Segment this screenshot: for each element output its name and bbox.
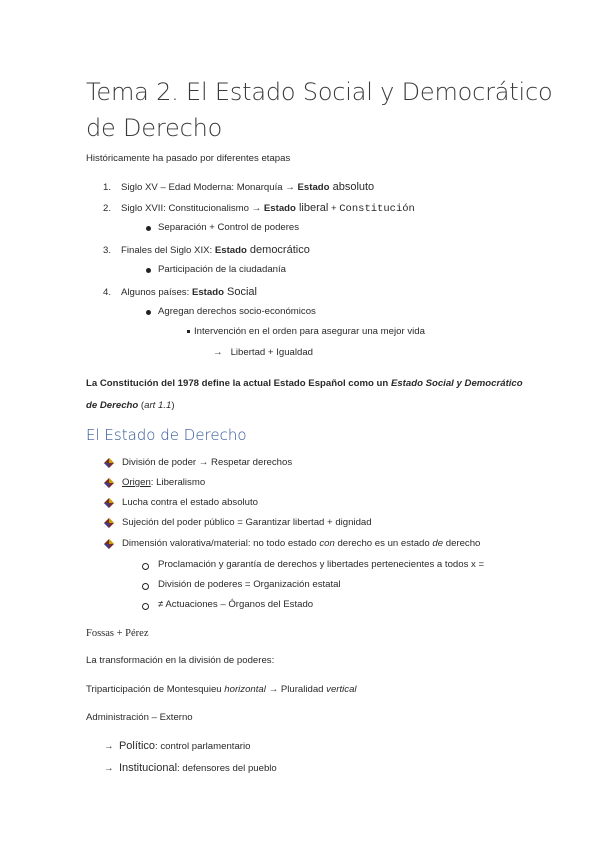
section-heading: El Estado de Derecho — [86, 426, 247, 444]
sub-item-1: Proclamación y garantía de derechos y libertades pertenecientes a todos x = — [158, 559, 485, 570]
circle-bullet-icon — [142, 563, 149, 570]
estado-item-2: Origen: Liberalismo — [122, 477, 206, 488]
estado-item-4: Sujeción del poder público = Garantizar libertad + dignidad — [122, 517, 372, 528]
sub-intervencion: Intervención en el orden para asegurar una mejor vida — [194, 326, 425, 337]
fossas-text: Fossas + Pérez — [86, 628, 149, 639]
sub-libertad-line: → Libertad + Igualdad — [213, 347, 314, 358]
circle-bullet-icon — [142, 583, 149, 590]
stage-4: 4. Algunos países: Estado Social — [103, 286, 257, 298]
constitution-paragraph: La Constitución del 1978 define la actual Estado Español como un Estado Social y Democrático de Derecho (art 1.1) — [86, 378, 523, 411]
control-institucional: → Institucional: defensores del pueblo — [104, 762, 277, 774]
sub-item-2: División de poderes = Organización estatal — [158, 579, 341, 590]
bullet-icon — [146, 268, 151, 273]
page-title: Tema 2. El Estado Social y Democrático de Derecho — [86, 78, 553, 142]
stage-2: 2. Siglo XVII: Constitucionalismo → Estado liberal + Constitución — [103, 202, 415, 215]
sub-participacion: Participación de la ciudadanía — [158, 264, 287, 275]
transformacion-text: La transformación en la división de poderes: — [86, 655, 275, 666]
estado-item-3: Lucha contra el estado absoluto — [122, 497, 259, 508]
square-bullet-icon — [187, 330, 190, 333]
arrow-icon: → — [213, 347, 223, 358]
fancy-bullet-icon — [104, 539, 114, 549]
estado-item-5: Dimensión valorativa/material: no todo estado con derecho es un estado de derecho — [122, 538, 481, 549]
estado-item-1: División de poder → Respetar derechos — [122, 457, 293, 468]
bullet-icon — [146, 226, 151, 231]
stage-3: 3. Finales del Siglo XIX: Estado democrático — [103, 244, 310, 256]
fancy-bullet-icon — [104, 478, 114, 488]
fancy-bullet-icon — [104, 518, 114, 528]
sub-derechos: Agregan derechos socio-económicos — [158, 306, 316, 317]
bullet-icon — [146, 310, 151, 315]
intro-text: Históricamente ha pasado por diferentes etapas — [86, 153, 291, 164]
fancy-bullet-icon — [104, 458, 114, 468]
fancy-bullet-icon — [104, 498, 114, 508]
tripart-text: Triparticipación de Montesquieu horizontal → Pluralidad vertical — [86, 684, 357, 695]
stage-1: 1. Siglo XV – Edad Moderna: Monarquía → Estado absoluto — [103, 181, 375, 193]
sub-separacion: Separación + Control de poderes — [158, 222, 300, 233]
control-politico: → Político: control parlamentario — [104, 740, 251, 752]
circle-bullet-icon — [142, 603, 149, 610]
arrow-icon: → — [104, 763, 114, 774]
arrow-icon: → — [104, 741, 114, 752]
administracion-text: Administración – Externo — [86, 712, 193, 723]
sub-item-3: ≠ Actuaciones – Órganos del Estado — [158, 599, 314, 610]
